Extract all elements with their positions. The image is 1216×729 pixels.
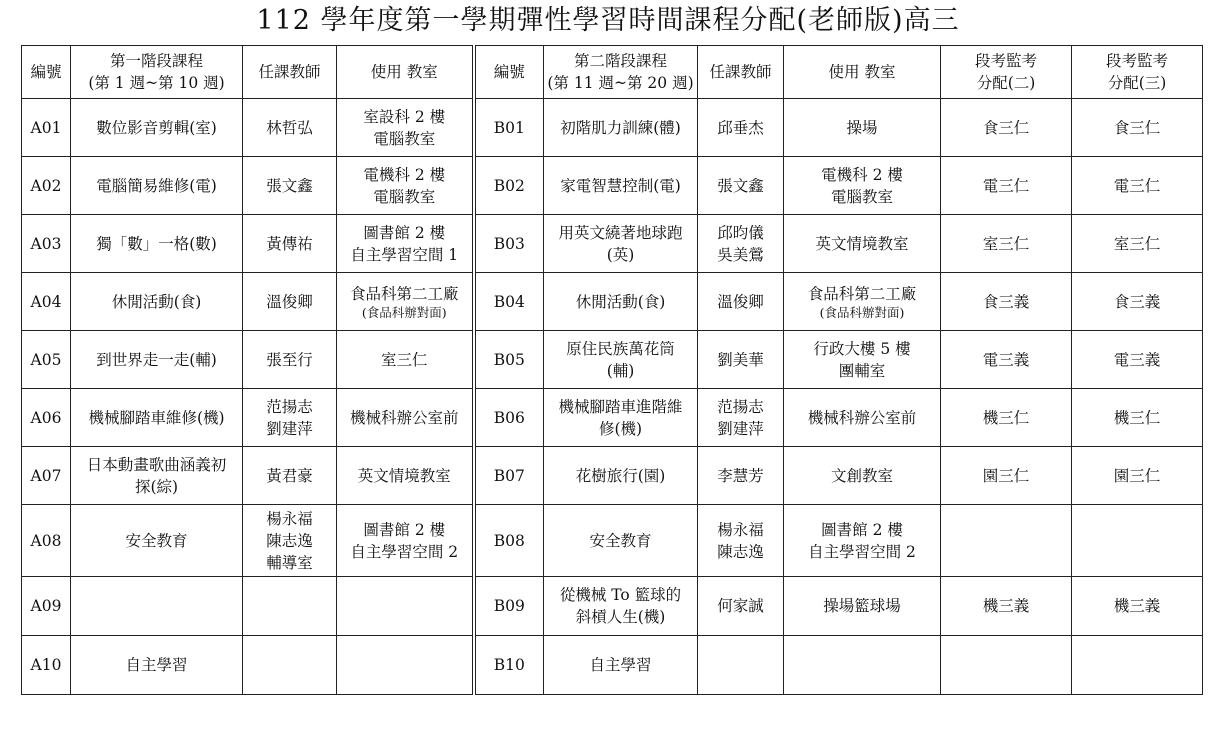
b-id: B08 (474, 505, 544, 577)
proctor-3: 食三仁 (1072, 99, 1203, 157)
b-teacher: 李慧芳 (698, 447, 784, 505)
b-id: B06 (474, 389, 544, 447)
a-room (337, 577, 474, 636)
a-course: 電腦簡易維修(電) (71, 157, 243, 215)
a-teacher: 楊永福 陳志逸 輔導室 (243, 505, 337, 577)
b-room: 機械科辦公室前 (784, 389, 941, 447)
a-id: A07 (22, 447, 71, 505)
header-teacher-1: 任課教師 (243, 46, 337, 99)
a-room: 機械科辦公室前 (337, 389, 474, 447)
b-course: 安全教育 (544, 505, 698, 577)
b-id: B07 (474, 447, 544, 505)
b-teacher: 邱昀儀 吳美鶯 (698, 215, 784, 273)
header-room-2: 使用 教室 (784, 46, 941, 99)
a-teacher: 黃傳祐 (243, 215, 337, 273)
b-course: 機械腳踏車進階維 修(機) (544, 389, 698, 447)
a-teacher (243, 636, 337, 695)
table-row (22, 99, 1203, 157)
a-teacher: 黃君豪 (243, 447, 337, 505)
a-course: 到世界走一走(輔) (71, 331, 243, 389)
b-room: 電機科 2 樓 電腦教室 (784, 157, 941, 215)
table-row (22, 389, 1203, 447)
b-teacher: 溫俊卿 (698, 273, 784, 331)
course-allocation-table (21, 45, 1203, 695)
b-id: B10 (474, 636, 544, 695)
proctor-3: 園三仁 (1072, 447, 1203, 505)
proctor-2 (941, 505, 1072, 577)
b-teacher: 邱垂杰 (698, 99, 784, 157)
a-room: 圖書館 2 樓 自主學習空間 2 (337, 505, 474, 577)
table-row (22, 577, 1203, 636)
b-course: 從機械 To 籃球的 斜槓人生(機) (544, 577, 698, 636)
b-room: 操場 (784, 99, 941, 157)
page-title: 112 學年度第一學期彈性學習時間課程分配(老師版)高三 (256, 5, 960, 36)
b-course: 休閒活動(食) (544, 273, 698, 331)
header-stage1-course: 第一階段課程 (第 1 週~第 10 週) (71, 46, 243, 99)
table-row (22, 636, 1203, 695)
proctor-2 (941, 636, 1072, 695)
b-teacher: 何家誠 (698, 577, 784, 636)
proctor-2: 食三義 (941, 273, 1072, 331)
table-row (22, 215, 1203, 273)
proctor-3 (1072, 636, 1203, 695)
proctor-3: 電三仁 (1072, 157, 1203, 215)
proctor-3: 機三仁 (1072, 389, 1203, 447)
a-room: 電機科 2 樓 電腦教室 (337, 157, 474, 215)
a-teacher (243, 577, 337, 636)
header-room-1: 使用 教室 (337, 46, 474, 99)
b-teacher: 范揚志 劉建萍 (698, 389, 784, 447)
a-id: A10 (22, 636, 71, 695)
b-room (784, 636, 941, 695)
proctor-3: 食三義 (1072, 273, 1203, 331)
b-id: B04 (474, 273, 544, 331)
a-room: 食品科第二工廠 (食品科辦對面) (337, 273, 474, 331)
proctor-2: 園三仁 (941, 447, 1072, 505)
b-teacher: 劉美華 (698, 331, 784, 389)
a-id: A06 (22, 389, 71, 447)
b-room: 文創教室 (784, 447, 941, 505)
a-id: A04 (22, 273, 71, 331)
proctor-2: 食三仁 (941, 99, 1072, 157)
a-teacher: 范揚志 劉建萍 (243, 389, 337, 447)
proctor-2: 室三仁 (941, 215, 1072, 273)
a-course: 自主學習 (71, 636, 243, 695)
a-course (71, 577, 243, 636)
b-course: 用英文繞著地球跑 (英) (544, 215, 698, 273)
table-row (22, 447, 1203, 505)
b-course: 花樹旅行(園) (544, 447, 698, 505)
header-id-1: 編號 (22, 46, 71, 99)
header-stage2-course: 第二階段課程 (第 11 週~第 20 週) (544, 46, 698, 99)
b-id: B03 (474, 215, 544, 273)
a-id: A01 (22, 99, 71, 157)
a-course: 安全教育 (71, 505, 243, 577)
b-room: 食品科第二工廠 (食品科辦對面) (784, 273, 941, 331)
b-course: 自主學習 (544, 636, 698, 695)
b-course: 家電智慧控制(電) (544, 157, 698, 215)
a-teacher: 溫俊卿 (243, 273, 337, 331)
proctor-2: 機三仁 (941, 389, 1072, 447)
table-row (22, 273, 1203, 331)
b-id: B05 (474, 331, 544, 389)
table-row (22, 331, 1203, 389)
header-proctor-2: 段考監考 分配(二) (941, 46, 1072, 99)
table-row (22, 505, 1203, 577)
a-id: A09 (22, 577, 71, 636)
a-course: 獨「數」一格(數) (71, 215, 243, 273)
a-room: 英文情境教室 (337, 447, 474, 505)
b-id: B01 (474, 99, 544, 157)
header-id-2: 編號 (474, 46, 544, 99)
proctor-3: 室三仁 (1072, 215, 1203, 273)
a-id: A05 (22, 331, 71, 389)
b-course: 原住民族萬花筒 (輔) (544, 331, 698, 389)
proctor-2: 電三義 (941, 331, 1072, 389)
a-room: 室設科 2 樓 電腦教室 (337, 99, 474, 157)
a-teacher: 張文鑫 (243, 157, 337, 215)
a-id: A03 (22, 215, 71, 273)
a-room (337, 636, 474, 695)
header-row (22, 46, 1203, 99)
proctor-2: 機三義 (941, 577, 1072, 636)
header-proctor-3: 段考監考 分配(三) (1072, 46, 1203, 99)
b-room: 圖書館 2 樓 自主學習空間 2 (784, 505, 941, 577)
table-row (22, 157, 1203, 215)
b-room: 操場籃球場 (784, 577, 941, 636)
b-course: 初階肌力訓練(體) (544, 99, 698, 157)
table-body (22, 46, 1203, 695)
header-teacher-2: 任課教師 (698, 46, 784, 99)
proctor-3: 機三義 (1072, 577, 1203, 636)
a-course: 機械腳踏車維修(機) (71, 389, 243, 447)
a-room: 室三仁 (337, 331, 474, 389)
a-course: 數位影音剪輯(室) (71, 99, 243, 157)
b-teacher: 張文鑫 (698, 157, 784, 215)
proctor-3 (1072, 505, 1203, 577)
proctor-2: 電三仁 (941, 157, 1072, 215)
a-teacher: 林哲弘 (243, 99, 337, 157)
a-room: 圖書館 2 樓 自主學習空間 1 (337, 215, 474, 273)
a-id: A08 (22, 505, 71, 577)
a-teacher: 張至行 (243, 331, 337, 389)
a-course: 休閒活動(食) (71, 273, 243, 331)
b-teacher: 楊永福 陳志逸 (698, 505, 784, 577)
b-id: B09 (474, 577, 544, 636)
b-teacher (698, 636, 784, 695)
a-course: 日本動畫歌曲涵義初 探(綜) (71, 447, 243, 505)
proctor-3: 電三義 (1072, 331, 1203, 389)
b-room: 英文情境教室 (784, 215, 941, 273)
b-id: B02 (474, 157, 544, 215)
b-room: 行政大樓 5 樓 團輔室 (784, 331, 941, 389)
a-id: A02 (22, 157, 71, 215)
